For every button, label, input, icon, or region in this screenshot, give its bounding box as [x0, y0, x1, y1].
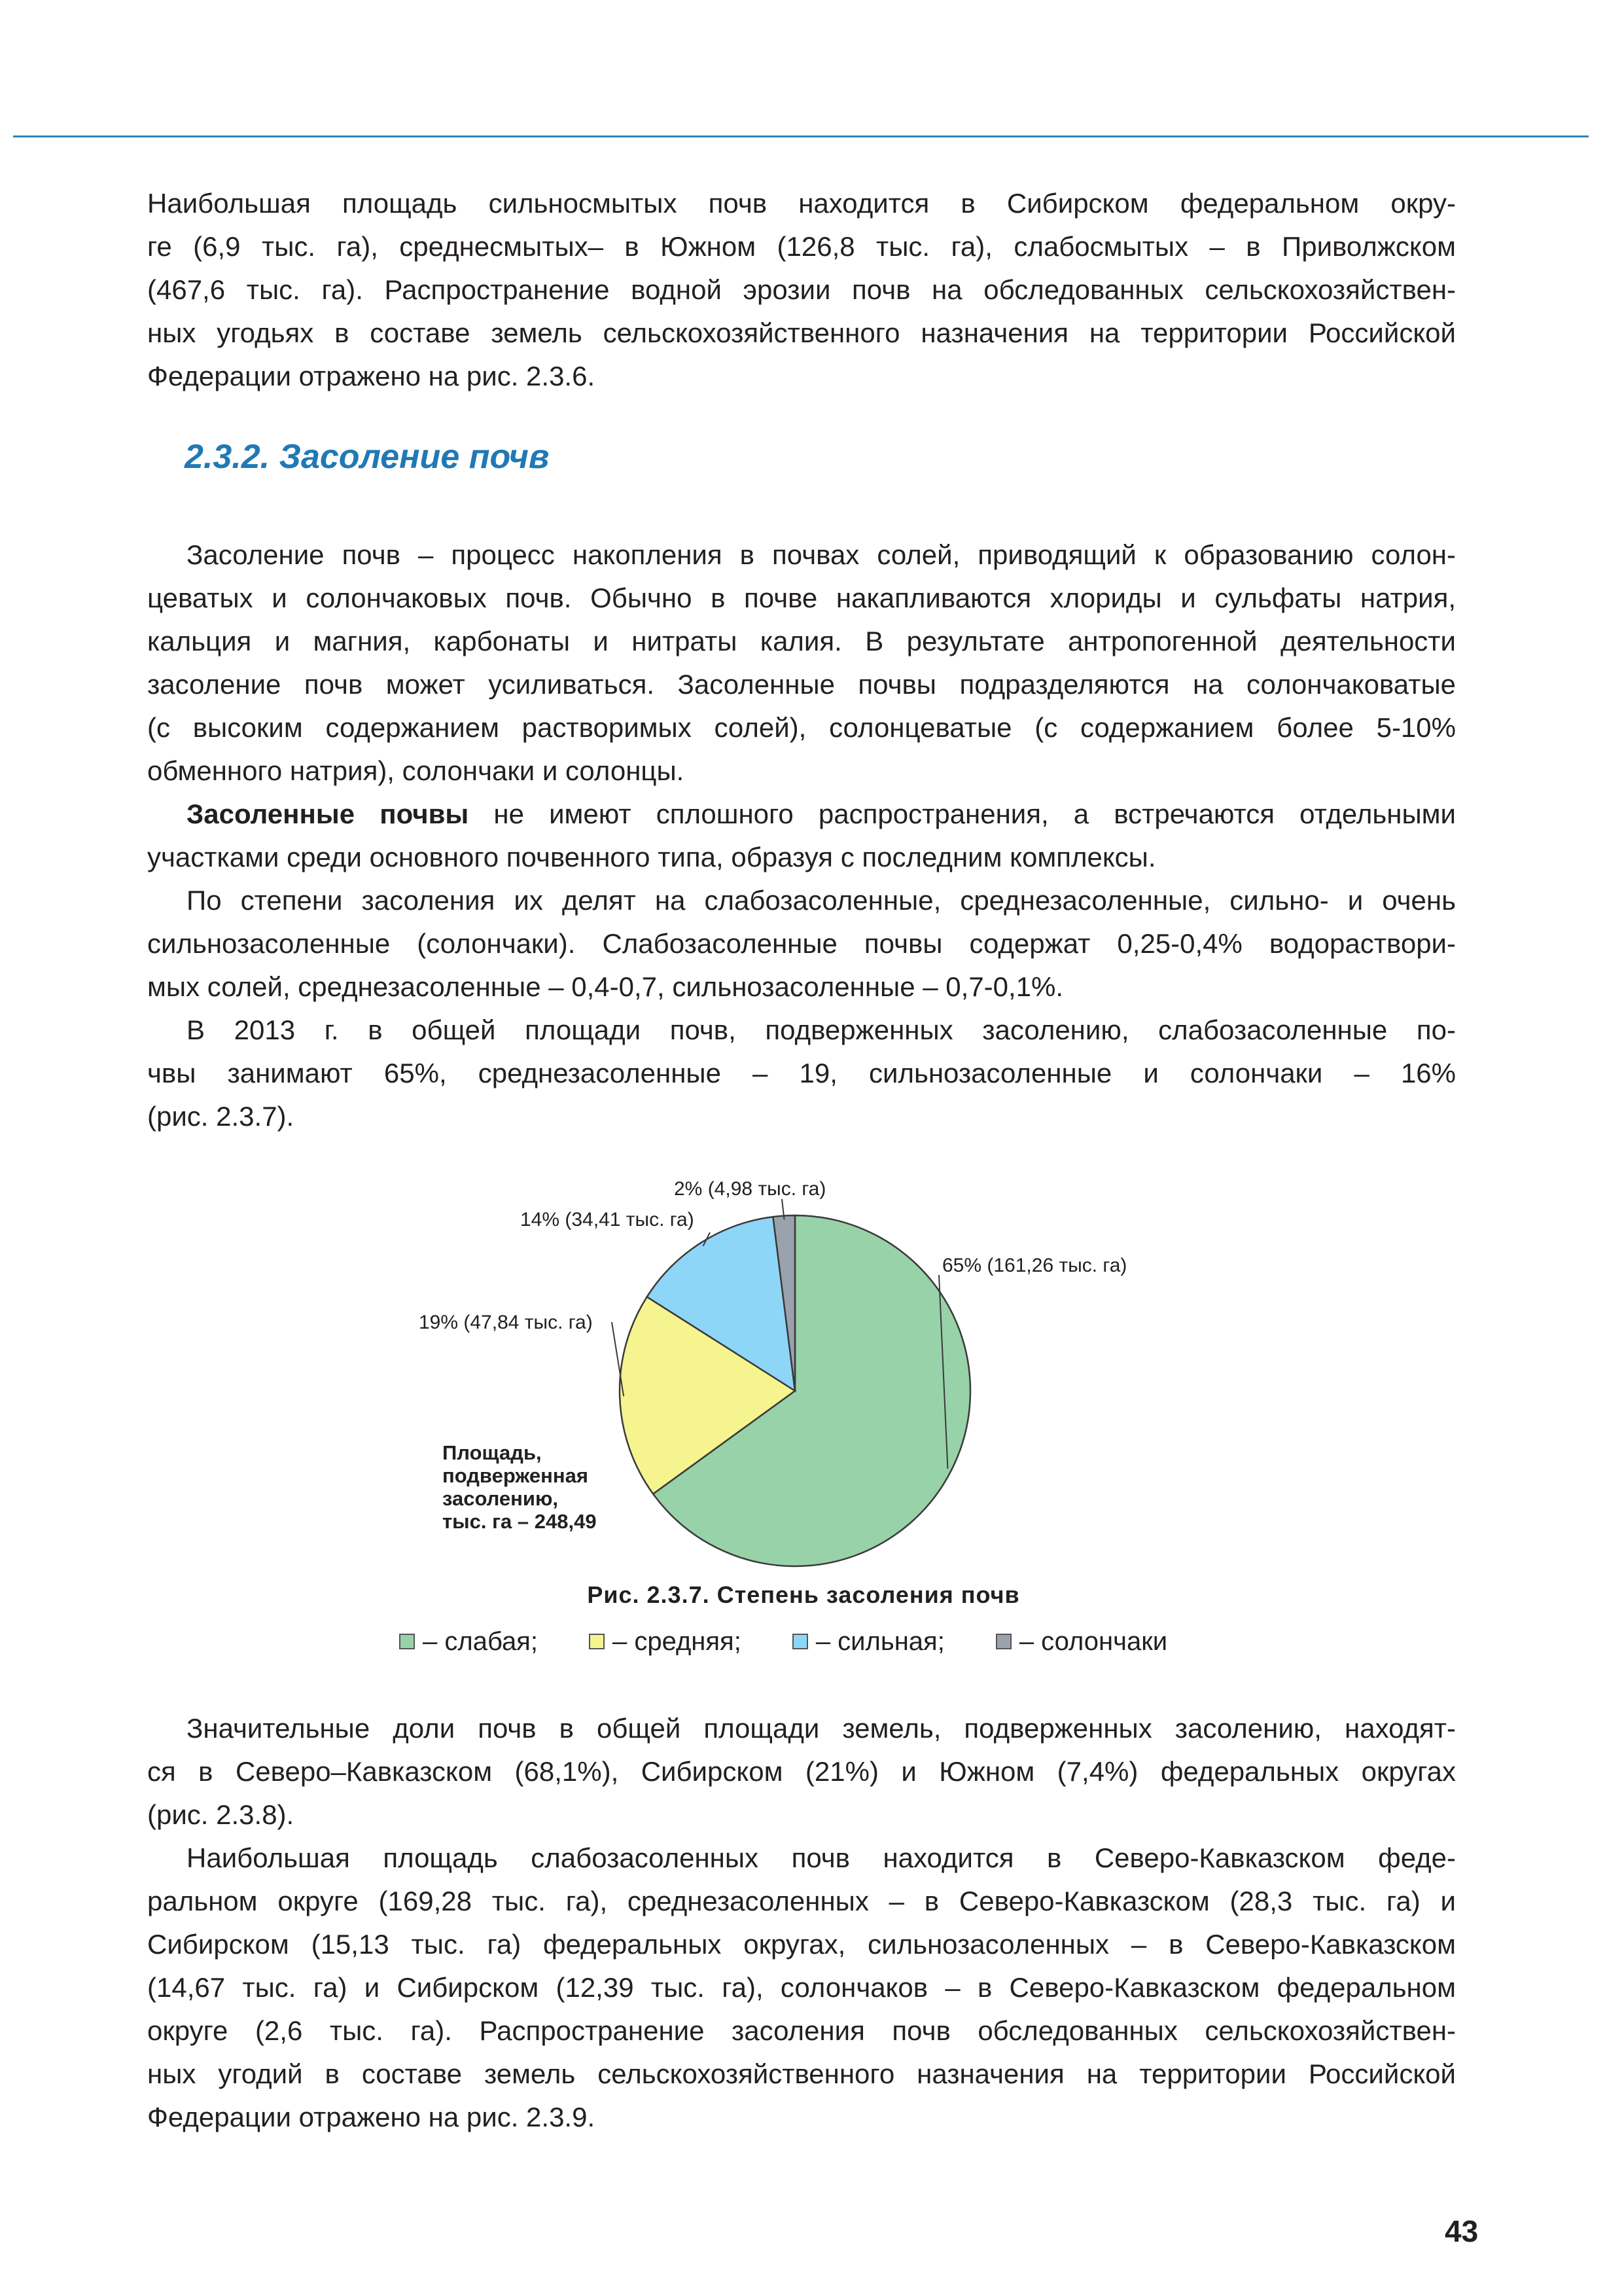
legend-label: – солончаки	[1019, 1626, 1168, 1656]
slice-label: 19% (47,84 тыс. га)	[419, 1312, 593, 1333]
slice-label: 65% (161,26 тыс. га)	[942, 1255, 1127, 1276]
text-line: Сибирском (15,13 тыс. га) федеральных округах, сильнозасоленных – в Северо-Кавказском	[147, 1929, 1456, 1960]
text-line: (14,67 тыс. га) и Сибирском (12,39 тыс. га), солончаков – в Северо-Кавказском федеральном	[147, 1972, 1456, 2003]
section-heading: 2.3.2. Засоление почв	[185, 438, 550, 476]
text-line: ся в Северо–Кавказском (68,1%), Сибирском (21%) и Южном (7,4%) федеральных округах	[147, 1756, 1456, 1787]
figure-caption: Рис. 2.3.7. Степень засоления почв	[587, 1581, 1020, 1608]
text-line: мых солей, среднезасоленные – 0,4-0,7, сильнозасоленные – 0,7-0,1%.	[147, 971, 1064, 1002]
text-line: По степени засоления их делят на слабозасоленные, среднезасоленные, сильно- и очень	[186, 885, 1456, 916]
text-line: чвы занимают 65%, среднезасоленные – 19, сильнозасоленные и солончаки – 16%	[147, 1058, 1456, 1088]
text-line: ге (6,9 тыс. га), среднесмытых– в Южном (126,8 тыс. га), слабосмытых – в Приволжском	[147, 231, 1456, 262]
text-line: кальция и магния, карбонаты и нитраты калия. В результате антропогенной деятельности	[147, 626, 1456, 656]
legend-item	[792, 1627, 945, 1657]
bold-term: Засоленные почвы	[186, 798, 469, 829]
legend-label: – средняя;	[612, 1626, 741, 1656]
slice-label: 14% (34,41 тыс. га)	[520, 1209, 694, 1230]
legend-item	[589, 1627, 741, 1657]
text-line: засоление почв может усиливаться. Засоленные почвы подразделяются на солончаковатые	[147, 669, 1456, 700]
text-line: ных угодьях в составе земель сельскохозяйственного назначения на территории Российской	[147, 317, 1456, 348]
paragraph-districts-area	[147, 1837, 1456, 2139]
text-line: Значительные доли почв в общей площади земель, подверженных засолению, находят-	[186, 1713, 1456, 1744]
paragraph-districts-share	[147, 1707, 1456, 1837]
text-line: ральном округе (169,28 тыс. га), среднезасоленных – в Северо-Кавказском (28,3 тыс. га) и	[147, 1886, 1456, 1916]
total-area-note: подверженная	[442, 1464, 588, 1487]
legend-swatch	[399, 1634, 415, 1649]
legend-swatch	[792, 1634, 808, 1649]
text-line: Федерации отражено на рис. 2.3.6.	[147, 361, 595, 391]
text-line: Наибольшая площадь сильносмытых почв находится в Сибирском федеральном окру-	[147, 188, 1456, 219]
text-line: Засоление почв – процесс накопления в почвах солей, приводящий к образованию солон-	[186, 539, 1456, 570]
text-line: (с высоким содержанием растворимых солей), солонцеватые (с содержанием более 5-10%	[147, 712, 1456, 743]
text-line: Федерации отражено на рис. 2.3.9.	[147, 2102, 595, 2132]
text-line: Наибольшая площадь слабозасоленных почв находится в Северо-Кавказском феде-	[186, 1842, 1456, 1873]
text-line: округе (2,6 тыс. га). Распространение засоления почв обследованных сельскохозяйствен-	[147, 2015, 1456, 2046]
legend-label: – слабая;	[423, 1626, 538, 1656]
slice-label: 2% (4,98 тыс. га)	[674, 1178, 826, 1200]
text-line: сильнозасоленные (солончаки). Слабозасоленные почвы содержат 0,25-0,4% водораствори-	[147, 928, 1456, 959]
paragraph-saline-soils: Засоленные почвы не имеют сплошного распространения, а встречаются отдельными участками среди основного почвенного типа, образуя с последним комплексы.	[147, 798, 1456, 872]
chart-legend	[399, 1626, 1218, 1657]
total-area-note: тыс. га – 248,49	[442, 1510, 597, 1533]
legend-swatch	[589, 1634, 605, 1649]
text-line: ных угодий в составе земель сельскохозяйственного назначения на территории Российской	[147, 2058, 1456, 2089]
legend-item	[996, 1627, 1167, 1657]
page-number: 43	[1445, 2214, 1479, 2248]
text-line: (рис. 2.3.7).	[147, 1101, 294, 1132]
text-line: цеватых и солончаковых почв. Обычно в почве накапливаются хлориды и сульфаты натрия,	[147, 583, 1456, 613]
total-area-note: Площадь,	[442, 1441, 542, 1464]
legend-label: – сильная;	[815, 1626, 945, 1656]
total-area-note: засолению,	[442, 1487, 559, 1510]
text-line: В 2013 г. в общей площади почв, подверженных засолению, слабозасоленные по-	[186, 1014, 1456, 1045]
legend-item	[399, 1627, 538, 1657]
text-line: (рис. 2.3.8).	[147, 1799, 294, 1830]
legend-swatch	[996, 1634, 1012, 1649]
text-line: обменного натрия), солончаки и солонцы.	[147, 755, 684, 786]
text-line: (467,6 тыс. га). Распространение водной эрозии почв на обследованных сельскохозяйствен-	[147, 274, 1456, 305]
